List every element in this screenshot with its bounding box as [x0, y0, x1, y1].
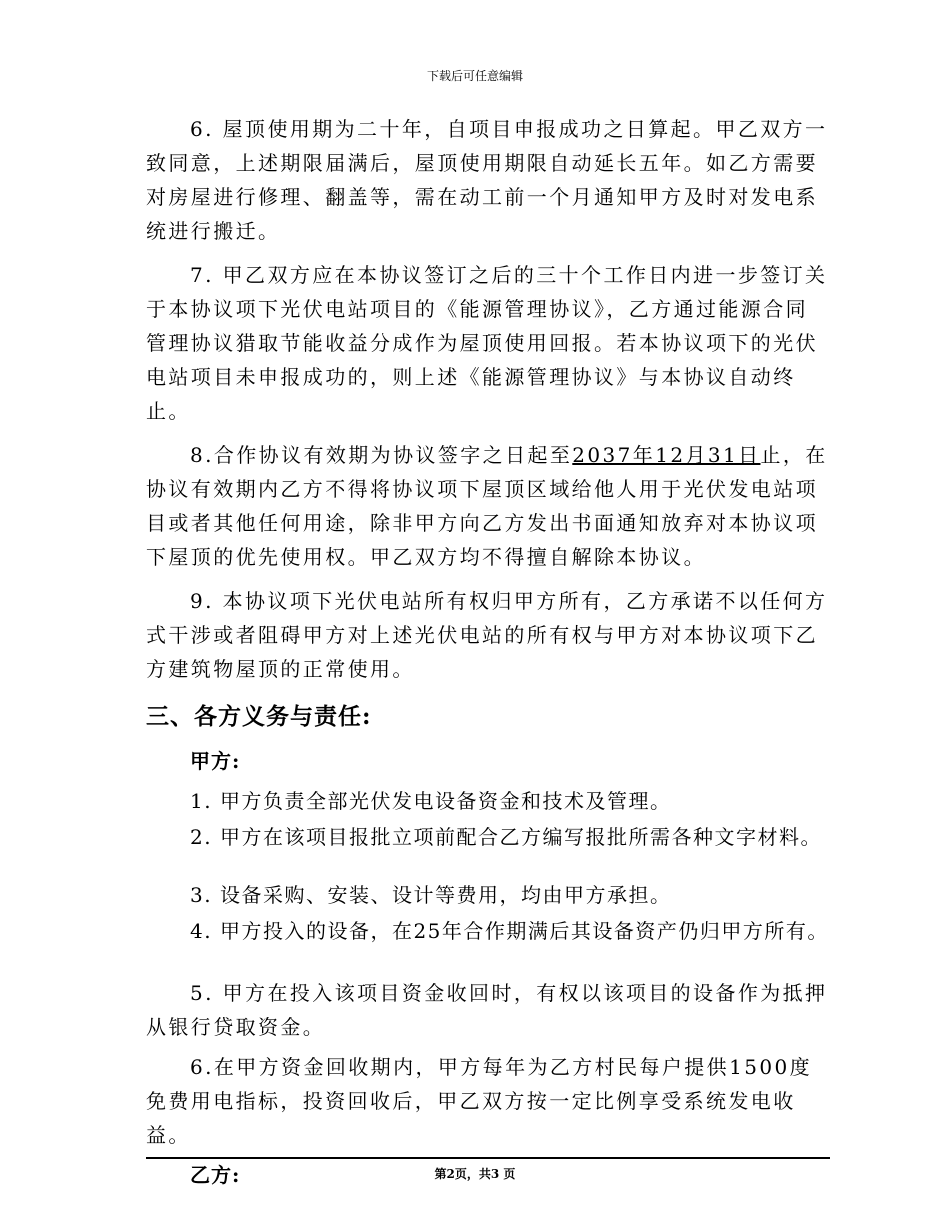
party-a-item-6: 6.在甲方资金回收期内，甲方每年为乙方村民每户提供1500度免费用电指标，投资回收后，甲乙双方按一定比例享受系统发电收益。 [146, 1055, 812, 1147]
page-number: 第2页，共3 页 [434, 1167, 516, 1181]
document-body [146, 112, 830, 1192]
clause-9: 9. 本协议项下光伏电站所有权归甲方所有，乙方承诺不以任何方式干涉或者阻碍甲方对上述光伏电站的所有权与甲方对本协议项下乙方建筑物屋顶的正常使用。 [146, 589, 828, 681]
clause-8 [146, 438, 830, 574]
clause-8-text-before: 8.合作协议有效期为协议签字之日起至 [190, 443, 573, 467]
section-heading-obligations: 三、各方义务与责任: [146, 703, 372, 730]
clause-8-text-after: 止，在协议有效期内乙方不得将协议项下屋顶区域给他人用于光伏发电站项目或者其他任何用途，除非甲方向乙方发出书面通知放弃对本协议项下屋顶的优先使用权。甲乙双方均不得擅自解除本协议。 [146, 443, 828, 569]
footer-divider [146, 1157, 830, 1159]
party-a-item-4: 4. 甲方投入的设备，在25年合作期满后其设备资产仍归甲方所有。 [190, 919, 829, 943]
party-b-label: 乙方: [190, 1163, 241, 1187]
party-a-item-2: 2. 甲方在该项目报批立项前配合乙方编写报批所需各种文字材料。 [190, 825, 822, 849]
party-a-item-3: 3. 设备采购、安装、设计等费用，均由甲方承担。 [190, 883, 672, 907]
party-a-item-1: 1. 甲方负责全部光伏发电设备资金和技术及管理。 [190, 789, 672, 813]
clause-6: 6. 屋顶使用期为二十年，自项目申报成功之日算起。甲乙双方一致同意，上述期限届满后，屋顶使用期限自动延长五年。如乙方需要对房屋进行修理、翻盖等，需在动工前一个月通知甲方及时对发电系统进行搬迁。 [146, 117, 828, 243]
page-header: 下载后可任意编辑 [426, 69, 523, 83]
party-a-label: 甲方: [190, 749, 241, 773]
party-a-item-5: 5. 甲方在投入该项目资金收回时，有权以该项目的设备作为抵押从银行贷取资金。 [146, 981, 828, 1039]
clause-7: 7. 甲乙双方应在本协议签订之后的三十个工作日内进一步签订关于本协议项下光伏电站项目的《能源管理协议》，乙方通过能源合同管理协议猎取节能收益分成作为屋顶使用回报。若本协议项下的光伏电站项目未申报成功的，则上述《能源管理协议》与本协议自动终止。 [146, 263, 828, 423]
clause-8-end-date: 2037年12月31日 [572, 443, 761, 467]
